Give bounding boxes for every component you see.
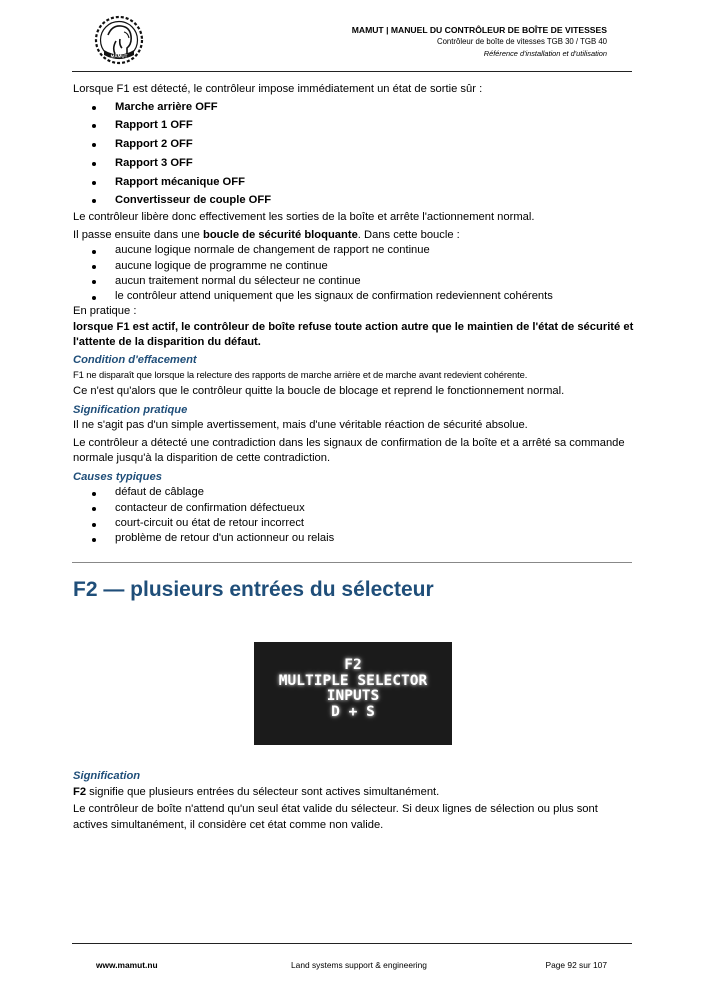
- list-item: Marche arrière OFF: [73, 98, 635, 117]
- practical-meaning-text: Il ne s'agit pas d'un simple avertissement, mais d'une véritable réaction de sécurité absolue.: [73, 419, 528, 432]
- footer-center-text: Land systems support & engineering: [291, 960, 427, 970]
- section-divider: [72, 562, 632, 563]
- f2-content: [73, 767, 635, 833]
- f1-practice-text: lorsque F1 est actif, le contrôleur de boîte refuse toute action autre que le maintien de l'état de sécurité et l'attente de la disparition du défaut.: [73, 320, 634, 349]
- f2-section-title: F2 — plusieurs entrées du sélecteur: [73, 577, 434, 601]
- list-item: défaut de câblage: [73, 485, 635, 500]
- practical-meaning-text-2: Le contrôleur a détecté une contradiction dans les signaux de confirmation de la boîte et a arrêté sa commande normale jusqu'à la disparition de cette contradiction.: [73, 436, 625, 465]
- list-item: court-circuit ou état de retour incorrect: [73, 516, 635, 531]
- f2-meaning-heading: Signification: [73, 770, 141, 782]
- list-item: le contrôleur attend uniquement que les signaux de confirmation redeviennent cohérents: [73, 289, 635, 304]
- list-item: aucune logique de programme ne continue: [73, 259, 635, 274]
- controller-display-image: [254, 642, 452, 745]
- f2-meaning-text-2: Le contrôleur de boîte n'attend qu'un seul état valide du sélecteur. Si deux lignes de sélection ou plus sont actives simultanément, il considère cet état comme non valide.: [73, 803, 598, 831]
- footer-divider: [72, 943, 632, 944]
- f1-loop-text: Il passe ensuite dans une boucle de sécurité bloquante. Dans cette boucle :: [73, 228, 460, 241]
- header-title: MAMUT | MANUEL DU CONTRÔLEUR DE BOÎTE DE VITESSES: [351, 25, 607, 35]
- display-line: INPUTS: [326, 688, 380, 704]
- list-item: contacteur de confirmation défectueux: [73, 501, 635, 516]
- list-item: Rapport 2 OFF: [73, 135, 635, 154]
- typical-causes-list: [73, 485, 635, 546]
- header-divider: [72, 71, 632, 72]
- page-header: [352, 24, 607, 60]
- header-subtitle-2: Référence d'installation et d'utilisation: [483, 49, 607, 58]
- display-line: F2: [344, 657, 362, 673]
- svg-text:MAMUT: MAMUT: [110, 53, 128, 59]
- clear-condition-heading: Condition d'effacement: [73, 353, 197, 366]
- typical-causes-heading: Causes typiques: [73, 470, 162, 483]
- f2-meaning-text: F2 signifie que plusieurs entrées du sélecteur sont actives simultanément.: [73, 785, 440, 798]
- display-line: MULTIPLE SELECTOR: [278, 672, 428, 689]
- header-subtitle: Contrôleur de boîte de vitesses TGB 30 / TGB 40: [436, 37, 607, 46]
- f1-output-list: [73, 98, 635, 211]
- clear-condition-text: F1 ne disparaît que lorsque la relecture des rapports de marche arrière et de marche avant redevient cohérente.: [73, 369, 528, 381]
- footer-website: www.mamut.nu: [96, 960, 158, 970]
- practical-meaning-heading: Signification pratique: [73, 403, 188, 416]
- list-item: problème de retour d'un actionneur ou relais: [73, 531, 635, 546]
- list-item: aucune logique normale de changement de rapport ne continue: [73, 243, 635, 258]
- display-line: D + S: [331, 703, 375, 720]
- clear-condition-text-2: Ce n'est qu'alors que le contrôleur quitte la boucle de blocage et reprend le fonctionnement normal.: [73, 385, 565, 398]
- list-item: Rapport 1 OFF: [73, 116, 635, 135]
- list-item: aucun traitement normal du sélecteur ne continue: [73, 274, 635, 289]
- page-content: [73, 82, 635, 603]
- f1-release-text: Le contrôleur libère donc effectivement les sorties de la boîte et arrête l'actionnement normal.: [73, 211, 535, 224]
- list-item: Rapport 3 OFF: [73, 154, 635, 173]
- footer-page-number: Page 92 sur 107: [545, 960, 607, 970]
- f1-practice-label: En pratique :: [73, 305, 137, 318]
- mamut-logo: [94, 15, 144, 65]
- f1-loop-list: [73, 243, 635, 304]
- list-item: Convertisseur de couple OFF: [73, 191, 635, 210]
- list-item: Rapport mécanique OFF: [73, 173, 635, 192]
- f1-intro: Lorsque F1 est détecté, le contrôleur impose immédiatement un état de sortie sûr :: [73, 83, 483, 95]
